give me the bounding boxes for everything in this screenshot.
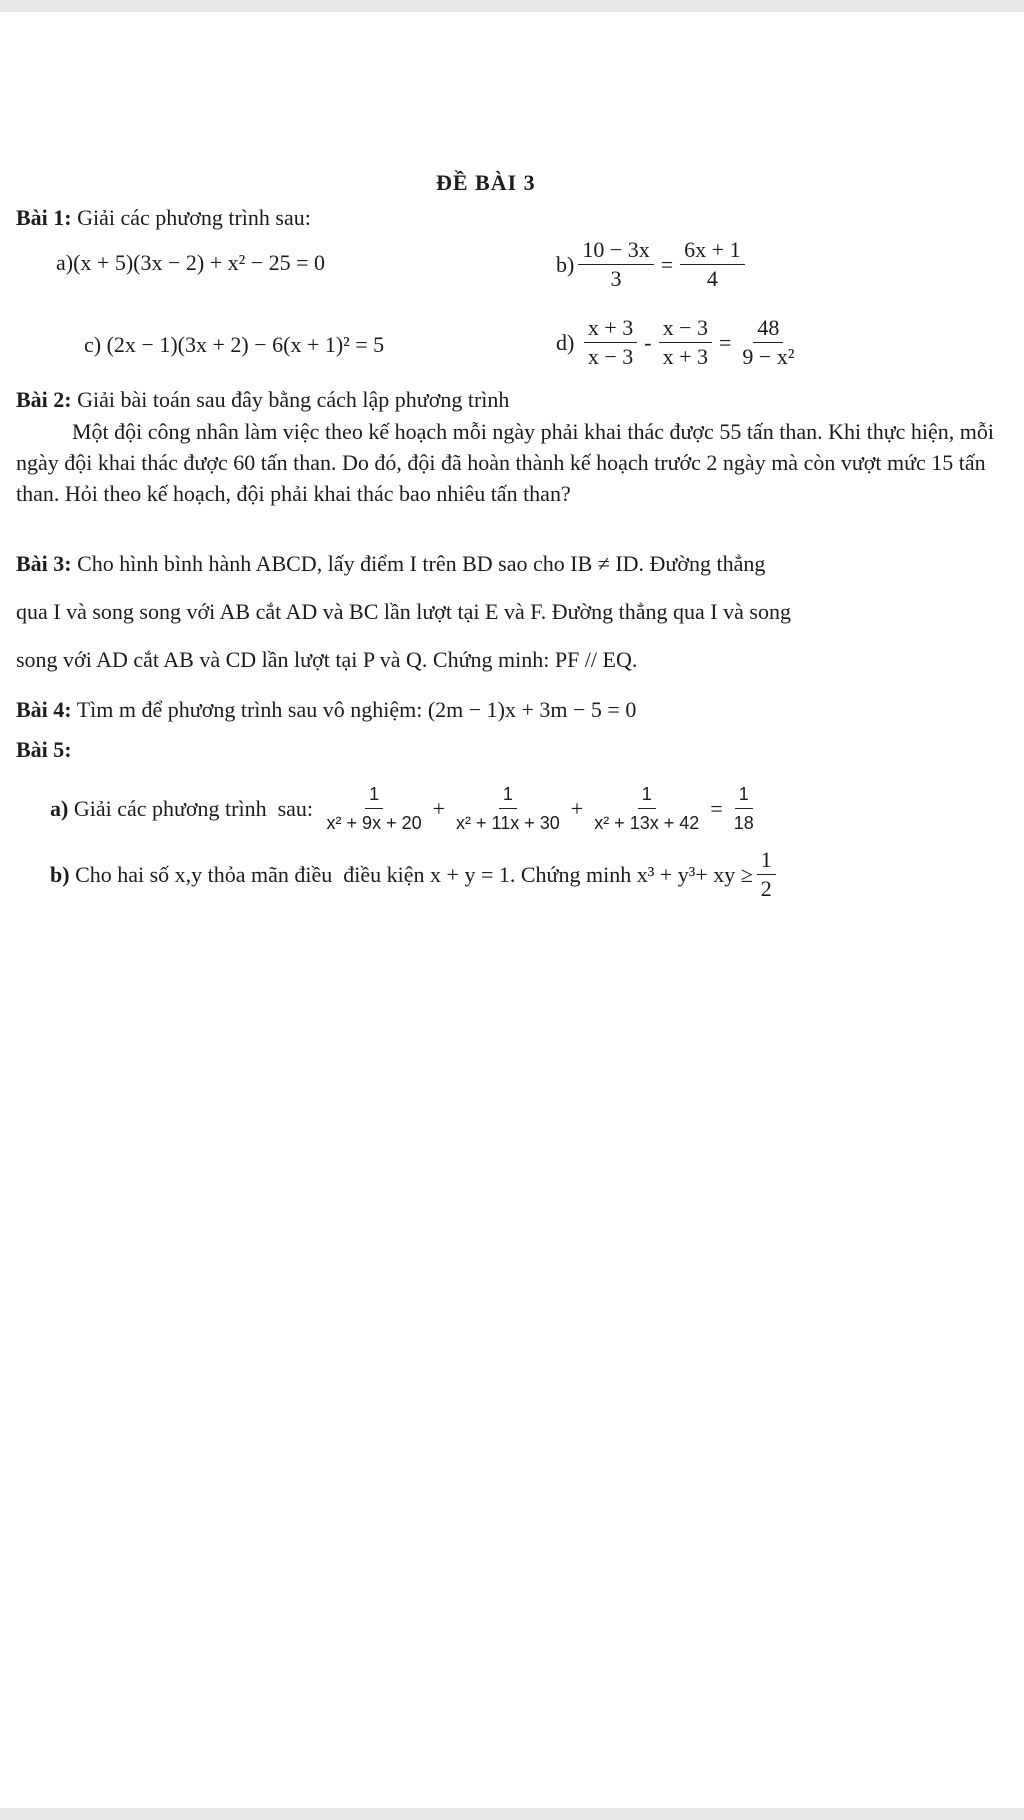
bai1-c-label: c) [84,332,102,357]
fraction-denominator: x² + 9x + 20 [326,813,422,833]
fraction-numerator: 10 − 3x [578,238,653,265]
bai4-expr: (2m − 1)x + 3m − 5 = 0 [427,697,637,722]
fraction-denominator: 9 − x² [742,344,795,369]
bai2-heading [16,386,509,414]
bai3-line-3: song với AD cắt AB và CD lần lượt tại P và Q. Chứng minh: PF // EQ. [16,647,638,672]
fraction-denominator: 2 [760,876,772,901]
fraction-numerator: 48 [753,316,783,343]
fraction-numerator: 1 [757,848,776,875]
bai1-a [56,250,325,276]
fraction-numerator: 1 [499,782,517,809]
bai4-text: Tìm m để phương trình sau vô nghiệm: [71,697,428,722]
fraction-numerator: 6x + 1 [680,238,744,265]
bai5-b-expr: x³ + y³+ xy ≥ [636,861,753,887]
bai5-a-fraction-3 [590,782,703,835]
fraction-denominator: x + 3 [662,344,708,369]
bai5-b-label: b) [50,861,70,887]
bai1-b-lhs-fraction [578,238,653,291]
bai1-b-rhs-fraction [680,238,744,291]
fraction-numerator: x − 3 [659,316,712,343]
fraction-numerator: 1 [735,782,753,809]
bai5-label: Bài 5: [16,737,72,762]
bai5-a-label: a) [50,795,69,821]
bai3-line-1 [16,550,765,578]
bai5-a: a) Giải các phương trình sau: $\frac{1}{\text{x² + 9x + 20}}$ + $\frac{1}{\text{x² + 11x + 30}}$ + $\frac{1}{\text{x² + 13x + 42}}$ = $\frac{1}{18}$ [50,782,762,835]
bai5-a-rhs-fraction [730,782,758,835]
page-title: ĐỀ BÀI 3 [436,170,536,195]
bai2-body: Một đội công nhân làm việc theo kế hoạch mỗi ngày phải khai thác được 55 tấn than. Khi thực hiện, mỗi ngày đội khai thác được 60 tấn than. Do đó, đội đã hoàn thành kế hoạch trước 2 ngày mà còn vượt mức 15 tấn than. Hỏi theo kế hoạch, đội phải khai thác bao nhiêu tấn than? [16,419,994,506]
bai5-a-fraction-1 [323,782,426,835]
bai2-text: Giải bài toán sau đây bằng cách lập phương trình [71,387,510,412]
fraction-denominator: 18 [733,813,754,833]
fraction-numerator: 1 [638,782,656,809]
bai4-label: Bài 4: [16,697,72,722]
bai3-label: Bài 3: [16,551,72,576]
fraction-numerator: 1 [365,782,383,809]
bai1-label: Bài 1: [16,205,72,230]
bai1-d-fraction-3 [738,316,798,369]
bai5-a-text: Giải các phương trình sau: [68,795,319,821]
bai1-text: Giải các phương trình sau: [71,205,311,230]
bai1-a-label: a) [56,250,74,275]
bai4-line [16,696,636,724]
fraction-denominator: x² + 13x + 42 [594,813,700,833]
bai1-d: d) $\frac{x + 3}{x - 3}$ - $\frac{x - 3}{x + 3}$ = $\frac{48}{\text{9 − x²}}$ [556,316,802,369]
bai5-b-rhs-fraction [757,848,776,901]
bai5-b [50,848,780,901]
bai1-a-expr: (x + 5)(3x − 2) + x² − 25 = 0 [73,250,326,275]
bai1-c-expr: (2x − 1)(3x + 2) − 6(x + 1)² = 5 [106,332,385,357]
fraction-numerator: x + 3 [584,316,637,343]
fraction-denominator: 3 [610,266,622,291]
fraction-denominator: 4 [706,266,718,291]
bai5-a-fraction-2 [452,782,564,835]
bai1-d-label: d) [556,329,575,355]
bai1-heading [16,204,311,232]
bai2-label: Bài 2: [16,387,72,412]
document-page [0,12,1024,1808]
fraction-denominator: x² + 11x + 30 [456,813,560,833]
bai1-c [84,332,384,358]
bai1-b: b) $\frac{10 - 3x}{3}$ = $\frac{6x + 1}{4}$ [556,238,749,291]
bai3-line1: Cho hình bình hành ABCD, lấy điểm I trên BD sao cho IB ≠ ID. Đường thẳng [71,551,766,576]
fraction-denominator: x − 3 [587,344,634,369]
bai1-d-fraction-1 [584,316,637,369]
bai1-d-fraction-2 [659,316,712,369]
bai5-b-text: Cho hai số x,y thỏa mãn điều điều kiện x + y = 1. Chứng minh [69,861,637,887]
bai3-line-2: qua I và song song với AB cắt AD và BC lần lượt tại E và F. Đường thẳng qua I và song [16,599,791,624]
bai1-b-label: b) [556,251,575,277]
